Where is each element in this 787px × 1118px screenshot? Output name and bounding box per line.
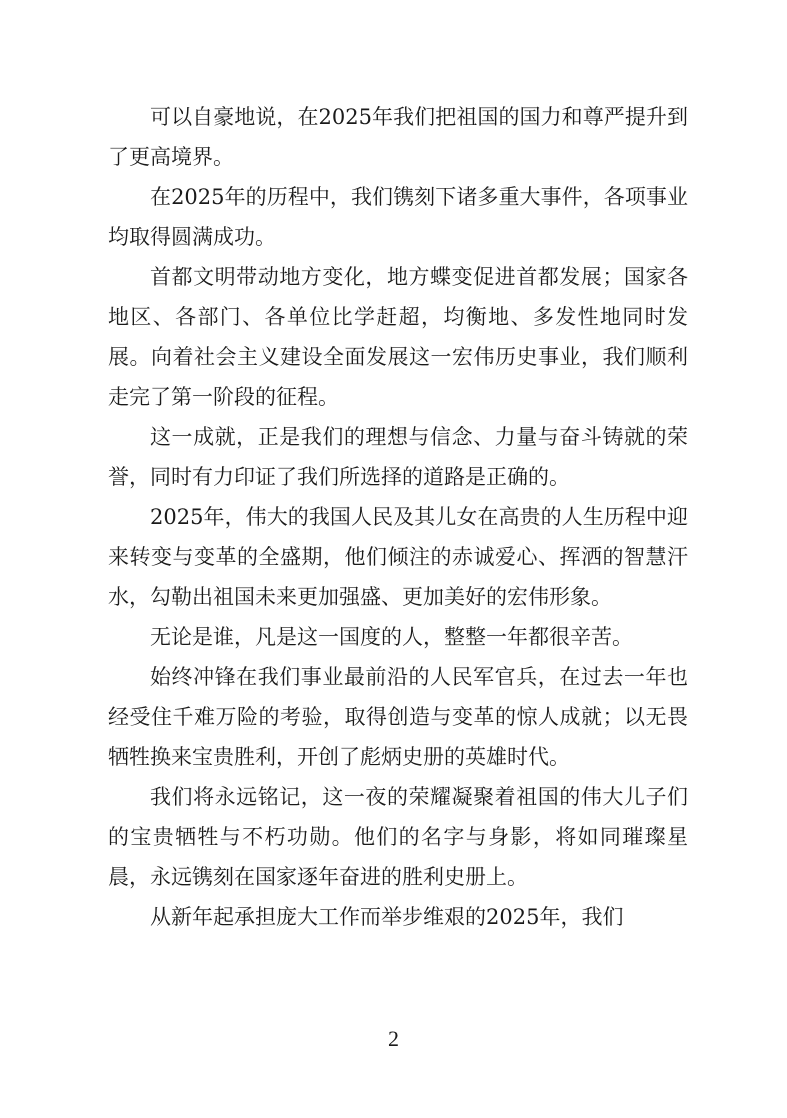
page-number: 2 [388, 1026, 399, 1051]
paragraph-5: 2025年，伟大的我国人民及其儿女在高贵的人生历程中迎来转变与变革的全盛期，他们倾注的赤诚爱心、挥洒的智慧汗水，勾勒出祖国未来更加强盛、更加美好的宏伟形象。 [108, 505, 688, 609]
paragraph-4: 这一成就，正是我们的理想与信念、力量与奋斗铸就的荣誉，同时有力印证了我们所选择的道路是正确的。 [108, 425, 688, 489]
paragraph-7: 始终冲锋在我们事业最前沿的人民军官兵，在过去一年也经受住千难万险的考验，取得创造与变革的惊人成就；以无畏牺牲换来宝贵胜利，开创了彪炳史册的英雄时代。 [108, 665, 688, 769]
paragraph-9: 从新年起承担庞大工作而举步维艰的2025年，我们 [150, 905, 624, 929]
paragraph-2: 在2025年的历程中，我们镌刻下诸多重大事件，各项事业均取得圆满成功。 [108, 185, 688, 249]
paragraph-8: 我们将永远铭记，这一夜的荣耀凝聚着祖国的伟大儿子们的宝贵牺牲与不朽功勋。他们的名字与身影，将如同璀璨星晨，永远镌刻在国家逐年奋进的胜利史册上。 [108, 785, 688, 889]
paragraph-1: 可以自豪地说，在2025年我们把祖国的国力和尊严提升到了更高境界。 [108, 105, 688, 169]
document-body [108, 97, 688, 937]
paragraph-6: 无论是谁，凡是这一国度的人，整整一年都很辛苦。 [150, 625, 633, 649]
paragraph-3: 首都文明带动地方变化，地方蝶变促进首都发展；国家各地区、各部门、各单位比学赶超，均衡地、多发性地同时发展。向着社会主义建设全面发展这一宏伟历史事业，我们顺利走完了第一阶段的征程。 [108, 265, 688, 409]
